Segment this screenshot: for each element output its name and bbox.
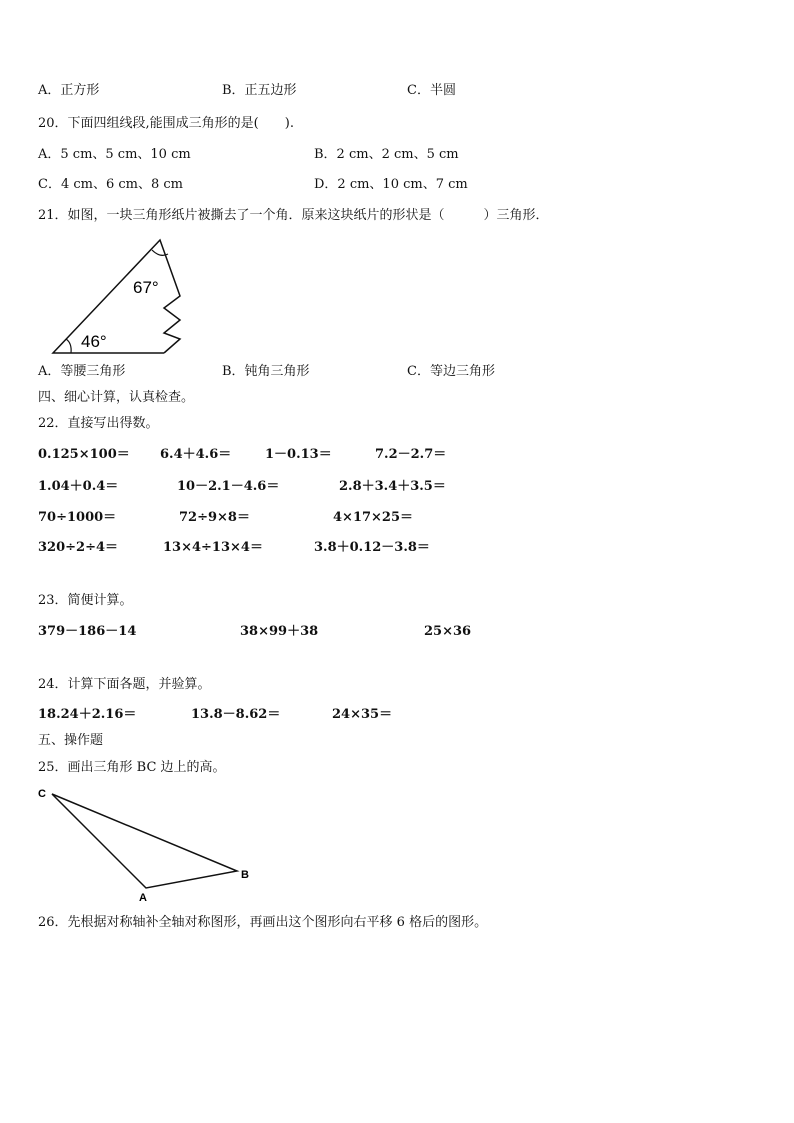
q22-item: 4×17×25＝ [333, 510, 414, 525]
q21-option-a: A．等腰三角形 [38, 364, 126, 379]
q24-item: 18.24＋2.16＝ [38, 707, 137, 722]
q24-item: 24×35＝ [332, 707, 393, 722]
q21-angle-46-label: 46° [81, 332, 107, 351]
q23-item: 379－186－14 [38, 624, 137, 639]
q24-stem: 24．计算下面各题，并验算。 [38, 677, 211, 692]
q24-item: 13.8－8.62＝ [191, 707, 281, 722]
q22-item: 1.04＋0.4＝ [38, 479, 119, 494]
q21-option-b: B．钝角三角形 [222, 364, 310, 379]
q20-option-a: A．5 cm、5 cm、10 cm [38, 147, 191, 162]
q22-item: 70÷1000＝ [38, 510, 117, 525]
q23-stem: 23．简便计算。 [38, 593, 133, 608]
q22-item: 6.4＋4.6＝ [160, 447, 232, 462]
q21-option-c: C．等边三角形 [407, 364, 495, 379]
q25-vertex-b-label: B [241, 869, 249, 881]
q23-item: 38×99＋38 [240, 624, 319, 639]
q22-item: 3.8＋0.12－3.8＝ [314, 540, 430, 555]
q25-vertex-a-label: A [139, 892, 147, 904]
q22-item: 10－2.1－4.6＝ [177, 479, 280, 494]
q22-stem: 22．直接写出得数。 [38, 416, 159, 431]
q21-angle-67-label: 67° [133, 278, 159, 297]
q25-triangle [52, 794, 237, 888]
q22-item: 72÷9×8＝ [179, 510, 250, 525]
q19-option-c: C．半圆 [407, 83, 456, 98]
q20-option-b: B．2 cm、2 cm、5 cm [314, 147, 459, 162]
q22-item: 7.2－2.7＝ [375, 447, 447, 462]
q22-item: 1－0.13＝ [265, 447, 332, 462]
q20-stem: 20．下面四组线段,能围成三角形的是( ). [38, 116, 294, 131]
section-4-title: 四、细心计算，认真检查。 [38, 390, 195, 405]
q20-option-c: C．4 cm、6 cm、8 cm [38, 177, 183, 192]
q22-item: 0.125×100＝ [38, 447, 130, 462]
q25-vertex-c-label: C [38, 788, 46, 800]
q21-stem: 21．如图，一块三角形纸片被撕去了一个角．原来这块纸片的形状是（ ）三角形． [38, 208, 549, 223]
q22-item: 2.8＋3.4＋3.5＝ [339, 479, 446, 494]
q22-item: 13×4÷13×4＝ [163, 540, 263, 555]
q19-option-a: A．正方形 [38, 83, 100, 98]
section-5-title: 五、操作题 [38, 733, 104, 748]
q25-stem: 25．画出三角形 BC 边上的高。 [38, 760, 226, 775]
q26-stem: 26．先根据对称轴补全轴对称图形，再画出这个图形向右平移 6 格后的图形。 [38, 915, 488, 930]
q23-item: 25×36 [424, 624, 472, 639]
q20-option-d: D．2 cm、10 cm、7 cm [314, 177, 468, 192]
q22-item: 320÷2÷4＝ [38, 540, 119, 555]
q19-option-b: B．正五边形 [222, 83, 297, 98]
